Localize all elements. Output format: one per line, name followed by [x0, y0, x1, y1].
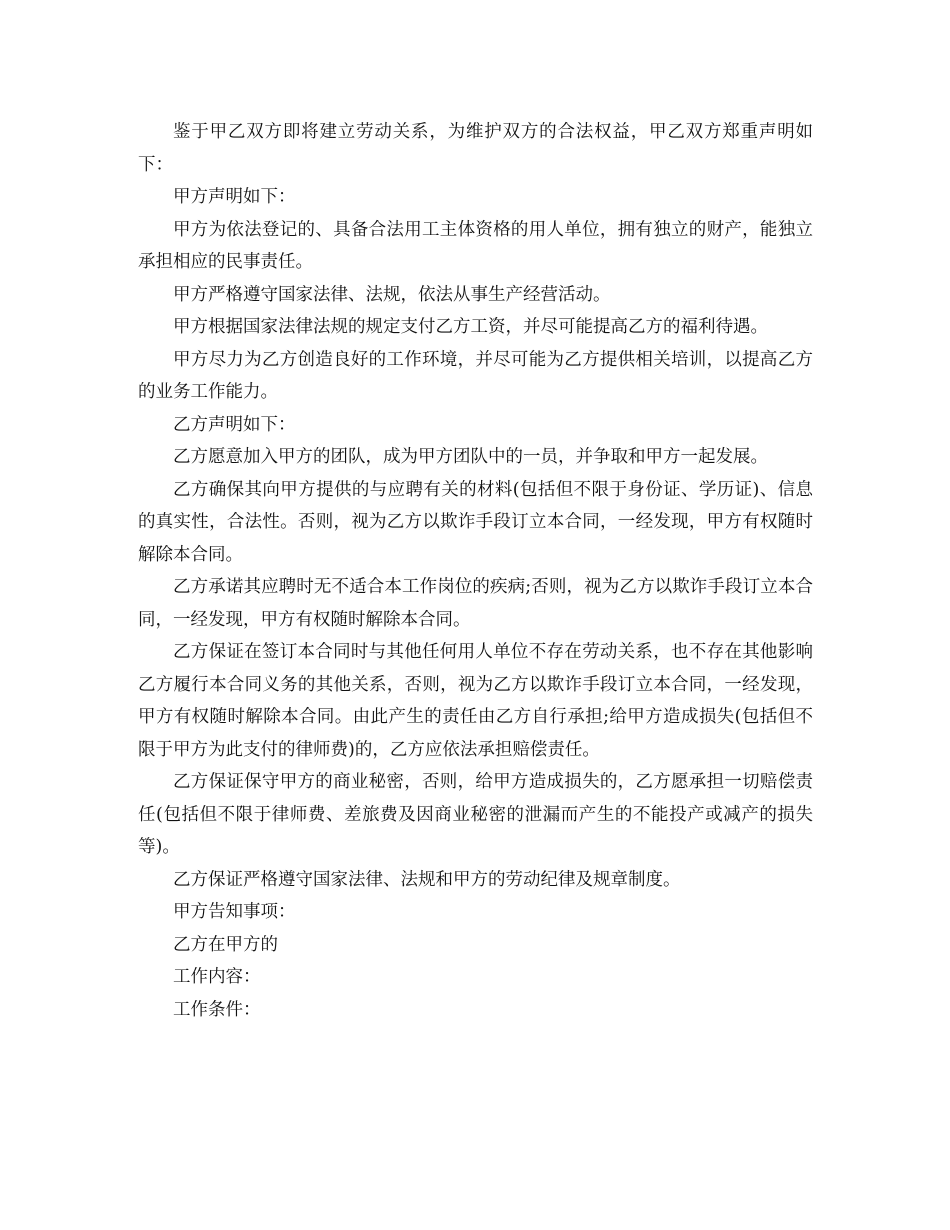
heading-party-a-declaration: 甲方声明如下：: [173, 187, 296, 207]
label-work-content: 工作内容：: [173, 967, 261, 987]
paragraph-party-a-4: 甲方尽力为乙方创造良好的工作环境，并尽可能为乙方提供相关培训，以提高乙方的业务工作能力。: [138, 349, 813, 402]
heading-party-b-declaration: 乙方声明如下：: [173, 414, 296, 435]
paragraph-notice-1: 乙方在甲方的: [173, 934, 278, 955]
paragraph-party-b-2: 乙方确保其向甲方提供的与应聘有关的材料(包括但不限于身份证、学历证)、信息的真实性，合法性。否则，视为乙方以欺诈手段订立本合同，一经发现，甲方有权随时解除本合同。: [138, 479, 813, 565]
paragraph-party-a-3: 甲方根据国家法律法规的规定支付乙方工资，并尽可能提高乙方的福利待遇。: [173, 317, 768, 337]
paragraph-party-b-4: 乙方保证在签订本合同时与其他任何用人单位不存在劳动关系，也不存在其他影响乙方履行本合同义务的其他关系，否则，视为乙方以欺诈手段订立本合同，一经发现，甲方有权随时解除本合同。由此产生的责任由乙方自行承担;给甲方造成损失(包括但不限于甲方为此支付的律师费)的，乙方应依法承担赔偿责任。: [138, 642, 813, 760]
paragraph-party-a-1: 甲方为依法登记的、具备合法用工主体资格的用人单位，拥有独立的财产，能独立承担相应的民事责任。: [138, 219, 813, 272]
paragraph-party-a-2: 甲方严格遵守国家法律、法规，依法从事生产经营活动。: [173, 284, 611, 305]
paragraph-party-b-3: 乙方承诺其应聘时无不适合本工作岗位的疾病;否则，视为乙方以欺诈手段订立本合同，一经发现，甲方有权随时解除本合同。: [138, 577, 813, 630]
paragraph-intro: 鉴于甲乙双方即将建立劳动关系，为维护双方的合法权益，甲乙双方郑重声明如下：: [138, 122, 813, 175]
heading-notice-items: 甲方告知事项：: [173, 902, 296, 922]
paragraph-party-b-1: 乙方愿意加入甲方的团队，成为甲方团队中的一员，并争取和甲方一起发展。: [173, 447, 768, 467]
paragraph-party-b-6: 乙方保证严格遵守国家法律、法规和甲方的劳动纪律及规章制度。: [173, 869, 681, 890]
document-body: [138, 116, 813, 1026]
label-work-conditions: 工作条件：: [173, 999, 261, 1020]
paragraph-party-b-5: 乙方保证保守甲方的商业秘密，否则，给甲方造成损失的，乙方愿承担一切赔偿责任(包括但不限于律师费、差旅费及因商业秘密的泄漏而产生的不能投产或减产的损失等)。: [138, 772, 813, 857]
